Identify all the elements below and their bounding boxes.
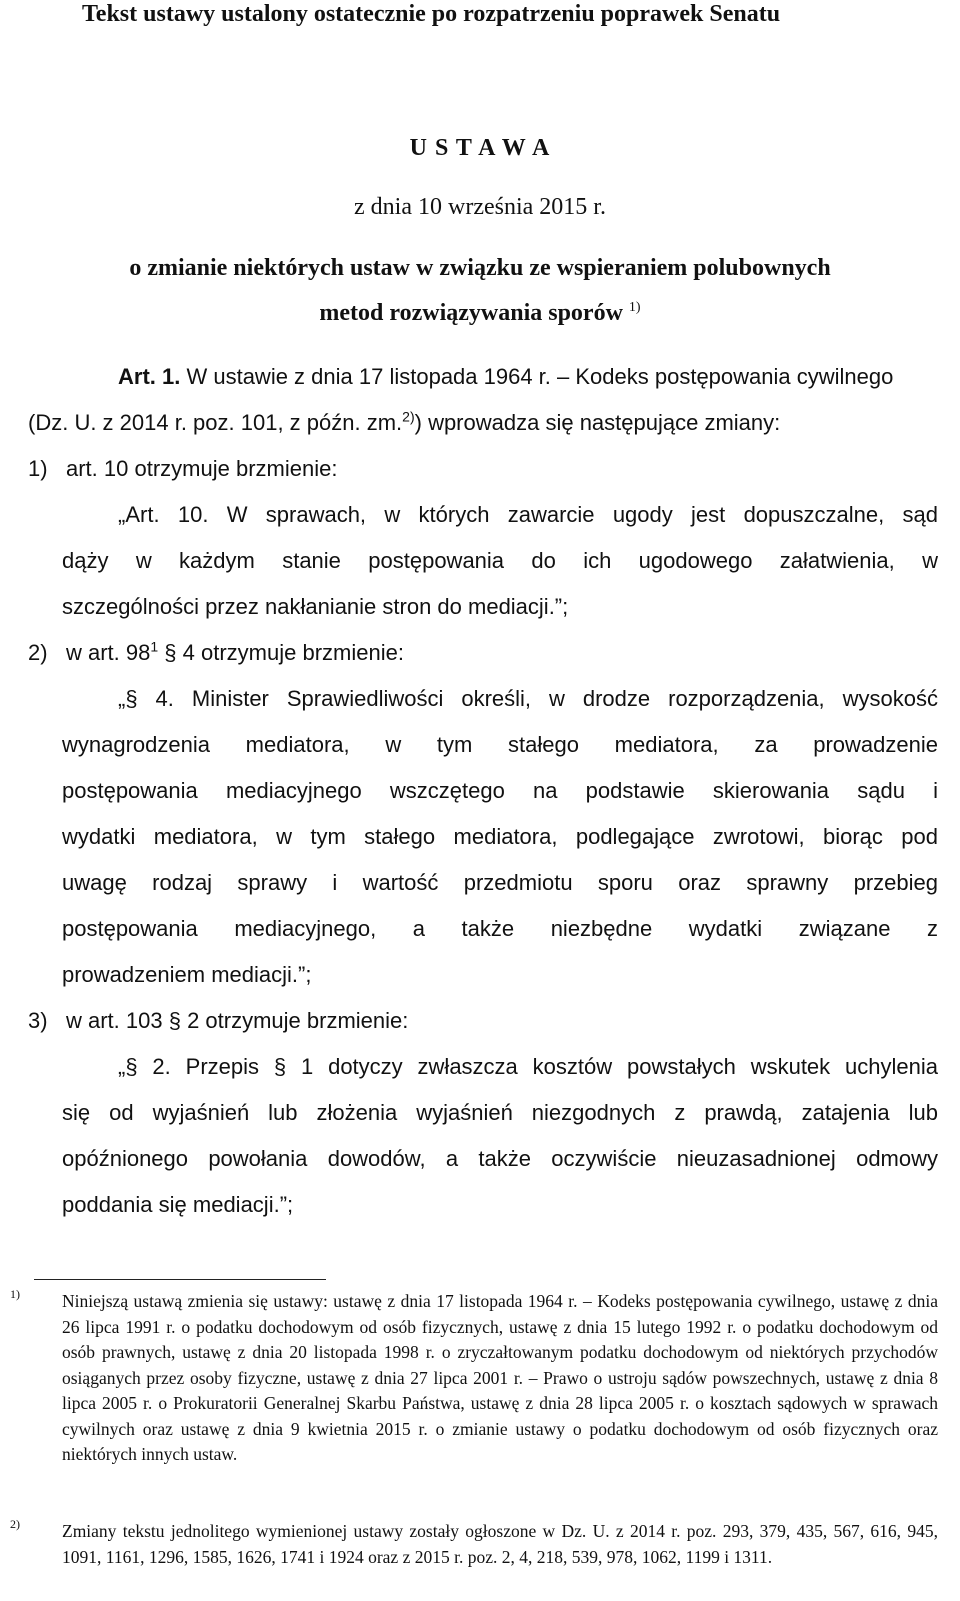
item2-quote-line4: wydatki mediatora, w tym stałego mediatora, podlegające zwrotowi, biorąc pod bbox=[62, 824, 938, 849]
footnote-1-mark: 1) bbox=[10, 1287, 20, 1301]
item2-number: 2) bbox=[28, 640, 48, 665]
footnote-ref-2[interactable]: 2) bbox=[402, 408, 415, 425]
footnote-2-text: Zmiany tekstu jednolitego wymienionej ustawy zostały ogłoszone w Dz. U. z 2014 r. poz. 293, 379, 435, 567, 616, 945, 1091, 1161, 1296, 1585, 1626, 1741 i 1924 oraz z 2015 r. poz. 2, 4, 218, 539, 978, 1062, 1199 i 1311. bbox=[62, 1521, 938, 1567]
item3-quote-line2: się od wyjaśnień lub złożenia wyjaśnień niezgodnych z prawdą, zatajenia lub bbox=[62, 1100, 938, 1125]
item1-quote-line1: „Art. 10. W sprawach, w których zawarcie ugody jest dopuszczalne, sąd bbox=[118, 502, 938, 527]
footnote-ref-1[interactable]: 1) bbox=[628, 300, 641, 315]
item3-text: w art. 103 § 2 otrzymuje brzmienie: bbox=[66, 1008, 409, 1033]
item2-text bbox=[66, 640, 404, 666]
item2-sup: 1 bbox=[150, 638, 159, 655]
item2-text-a: w art. 98 bbox=[66, 640, 151, 665]
item3-number: 3) bbox=[28, 1008, 48, 1033]
art1-line2-a: (Dz. U. z 2014 r. poz. 101, z późn. zm. bbox=[28, 410, 403, 435]
art1-line1-text: W ustawie z dnia 17 listopada 1964 r. – Kodeks postępowania cywilnego bbox=[180, 364, 894, 389]
subject-text: metod rozwiązywania sporów bbox=[319, 300, 623, 326]
footnote-2-mark: 2) bbox=[10, 1517, 20, 1531]
art1-line2 bbox=[28, 410, 780, 436]
footnote-1-text: Niniejszą ustawą zmienia się ustawy: ustawę z dnia 17 listopada 1964 r. – Kodeks postępowania cywilnego, ustawę z dnia 26 lipca 1991 r. o podatku dochodowym od osób fizycznych, ustawę z dnia 15 lutego 1992 r. o podatku dochodowym od osób prawnych, ustawę z dnia 20 listopada 1998 r. o zryczałtowanym podatku dochodowym od niektórych przychodów osiąganych przez osoby fizyczne, ustawę z dnia 27 lipca 2001 r. – Prawo o ustroju sądów powszechnych, ustawę z dnia 8 lipca 2005 r. o Prokuratorii Generalnej Skarbu Państwa, ustawę z dnia 28 lipca 2005 r. o kosztach sądowych w sprawach cywilnych oraz ustawę z dnia 9 kwietnia 2015 r. o zmianie ustawy o podatku dochodowym od osób fizycznych oraz niektórych innych ustaw. bbox=[62, 1291, 938, 1464]
item2-quote-line6: postępowania mediacyjnego, a także niezbędne wydatki związane z bbox=[62, 916, 938, 941]
item1-quote-line2: dąży w każdym stanie postępowania do ich ugodowego załatwienia, w bbox=[62, 548, 938, 573]
item1-quote-line3: szczególności przez nakłanianie stron do mediacji.”; bbox=[62, 594, 569, 619]
art1-line2-b: ) wprowadza się następujące zmiany: bbox=[414, 410, 781, 435]
act-subject-line1: o zmianie niektórych ustaw w związku ze wspieraniem polubownych bbox=[129, 255, 831, 281]
item2-quote-line3: postępowania mediacyjnego wszczętego na podstawie skierowania sądu i bbox=[62, 778, 938, 803]
item1-number: 1) bbox=[28, 456, 48, 481]
act-date: z dnia 10 września 2015 r. bbox=[354, 194, 606, 220]
act-title: U S T A W A bbox=[409, 135, 551, 161]
item2-quote-line2: wynagrodzenia mediatora, w tym stałego mediatora, za prowadzenie bbox=[62, 732, 938, 757]
document-header: Tekst ustawy ustalony ostatecznie po rozpatrzeniu poprawek Senatu bbox=[82, 1, 781, 27]
item3-quote-line3: opóźnionego powołania dowodów, a także oczywiście nieuzasadnionej odmowy bbox=[62, 1146, 938, 1171]
item3-quote-line1: „§ 2. Przepis § 1 dotyczy zwłaszcza kosztów powstałych wskutek uchylenia bbox=[118, 1054, 938, 1079]
item2-quote-line7: prowadzeniem mediacji.”; bbox=[62, 962, 312, 987]
act-subject-line2 bbox=[0, 300, 960, 327]
item1-text: art. 10 otrzymuje brzmienie: bbox=[66, 456, 338, 481]
art1-line1 bbox=[118, 364, 893, 390]
item2-quote-line5: uwagę rodzaj sprawy i wartość przedmiotu sporu oraz sprawny przebieg bbox=[62, 870, 938, 895]
item3-quote-line4: poddania się mediacji.”; bbox=[62, 1192, 294, 1217]
art1-label: Art. 1. bbox=[118, 364, 181, 389]
item2-quote-line1: „§ 4. Minister Sprawiedliwości określi, w drodze rozporządzenia, wysokość bbox=[118, 686, 938, 711]
item2-text-b: § 4 otrzymuje brzmienie: bbox=[164, 640, 404, 665]
footnote-separator bbox=[34, 1279, 326, 1280]
